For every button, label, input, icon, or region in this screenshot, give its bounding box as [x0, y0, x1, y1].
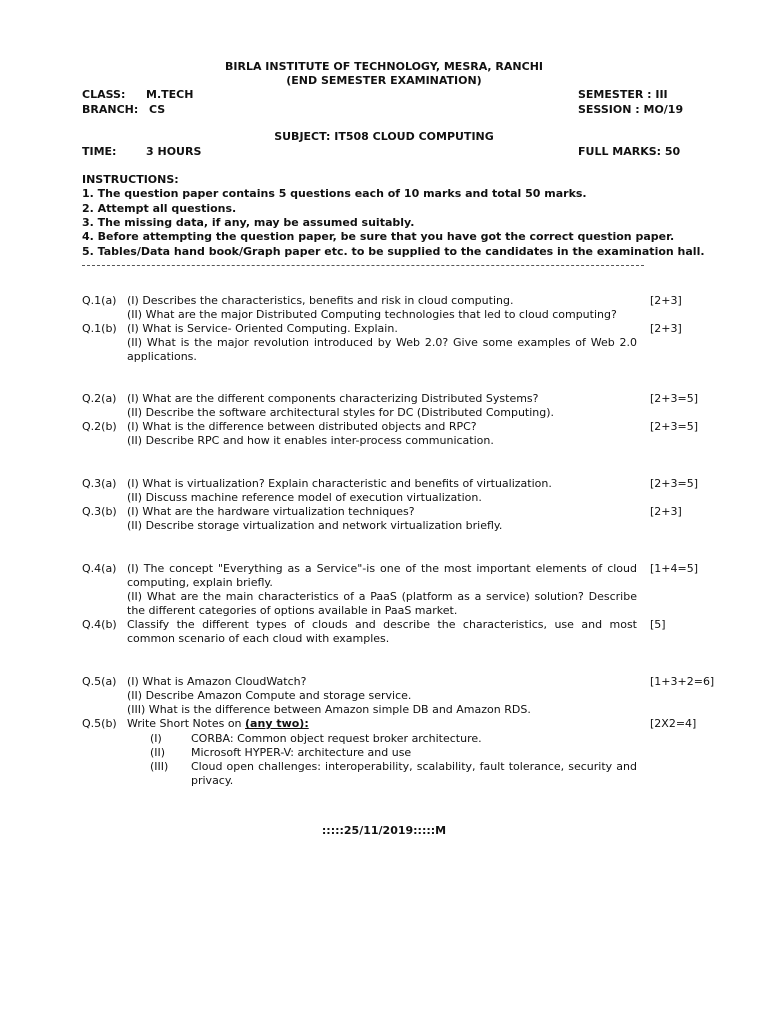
instruction-item: 3. The missing data, if any, may be assumed suitably.	[82, 216, 415, 229]
exam-date: :::::25/11/2019:::::M	[321, 824, 447, 837]
question-number: Q.4(b)	[82, 618, 117, 631]
question-text: (II) What is the major revolution introduced by Web 2.0? Give some examples of Web 2.0 applications.	[127, 336, 637, 363]
instruction-item: 2. Attempt all questions.	[82, 202, 237, 215]
question-text: (II) What are the main characteristics of a PaaS (platform as a service) solution? Describe the different categories of options available in PaaS market.	[127, 590, 637, 617]
question-number: Q.3(a)	[82, 477, 117, 490]
branch-value: CS	[149, 103, 166, 116]
question-marks: [2+3]	[650, 505, 682, 518]
question-marks: [2X2=4]	[650, 717, 697, 730]
question-marks: [2+3]	[650, 294, 682, 307]
question-number: Q.5(a)	[82, 675, 117, 688]
question-lead: Write Short Notes on	[127, 717, 246, 730]
note-text: CORBA: Common object request broker architecture.	[191, 732, 482, 745]
question-text: (I) The concept "Everything as a Service"-is one of the most important elements of cloud computing, explain briefly.	[127, 562, 637, 589]
question-marks: [1+3+2=6]	[650, 675, 715, 688]
question-text: (I) What are the different components characterizing Distributed Systems?	[127, 392, 539, 405]
question-lead-underlined: (any two):	[245, 717, 309, 730]
question-marks: [2+3=5]	[650, 420, 699, 433]
session: SESSION : MO/19	[578, 103, 684, 116]
separator-line	[82, 265, 644, 266]
note-number: (I)	[150, 732, 162, 745]
question-text: (I) What is virtualization? Explain characteristic and benefits of virtualization.	[127, 477, 552, 490]
question-number: Q.1(a)	[82, 294, 117, 307]
question-marks: [1+4=5]	[650, 562, 699, 575]
question-text: (I) What are the hardware virtualization techniques?	[127, 505, 415, 518]
instructions-title: INSTRUCTIONS:	[82, 173, 179, 186]
question-text: (II) Describe the software architectural styles for DC (Distributed Computing).	[127, 406, 555, 419]
question-text: (II) What are the major Distributed Computing technologies that led to cloud computing?	[127, 308, 617, 321]
question-number: Q.5(b)	[82, 717, 117, 730]
question-text: Classify the different types of clouds and describe the characteristics, use and most common scenario of each cloud with examples.	[127, 618, 637, 645]
class-label: CLASS:	[82, 88, 126, 101]
note-number: (II)	[150, 746, 166, 759]
question-text: (I) What is Amazon CloudWatch?	[127, 675, 307, 688]
semester: SEMESTER : III	[578, 88, 668, 101]
class-value: M.TECH	[146, 88, 194, 101]
subject: SUBJECT: IT508 CLOUD COMPUTING	[274, 130, 494, 143]
question-text: (II) Describe RPC and how it enables inter-process communication.	[127, 434, 494, 447]
question-marks: [5]	[650, 618, 666, 631]
question-text: (I) What is the difference between distributed objects and RPC?	[127, 420, 477, 433]
question-number: Q.3(b)	[82, 505, 117, 518]
question-text: (I) What is Service- Oriented Computing. Explain.	[127, 322, 398, 335]
instruction-item: 4. Before attempting the question paper, be sure that you have got the correct question paper.	[82, 230, 675, 243]
question-marks: [2+3=5]	[650, 392, 699, 405]
note-text: Cloud open challenges: interoperability, scalability, fault tolerance, security and privacy.	[191, 760, 637, 787]
time-label: TIME:	[82, 145, 117, 158]
exam-type: (END SEMESTER EXAMINATION)	[286, 74, 482, 87]
instruction-item: 1. The question paper contains 5 questions each of 10 marks and total 50 marks.	[82, 187, 587, 200]
question-number: Q.2(b)	[82, 420, 117, 433]
question-text: (I) Describes the characteristics, benefits and risk in cloud computing.	[127, 294, 514, 307]
question-text	[127, 717, 309, 731]
time-value: 3 HOURS	[146, 145, 202, 158]
question-number: Q.4(a)	[82, 562, 117, 575]
note-number: (III)	[150, 760, 169, 773]
note-text: Microsoft HYPER-V: architecture and use	[191, 746, 412, 759]
institute-name: BIRLA INSTITUTE OF TECHNOLOGY, MESRA, RANCHI	[225, 60, 543, 73]
question-number: Q.2(a)	[82, 392, 117, 405]
full-marks: FULL MARKS: 50	[578, 145, 681, 158]
question-marks: [2+3]	[650, 322, 682, 335]
question-text: (II) Discuss machine reference model of execution virtualization.	[127, 491, 482, 504]
branch-label: BRANCH:	[82, 103, 139, 116]
question-marks: [2+3=5]	[650, 477, 699, 490]
question-text: (II) Describe Amazon Compute and storage service.	[127, 689, 412, 702]
question-text: (III) What is the difference between Amazon simple DB and Amazon RDS.	[127, 703, 531, 716]
question-number: Q.1(b)	[82, 322, 117, 335]
instruction-item: 5. Tables/Data hand book/Graph paper etc. to be supplied to the candidates in the examination hall.	[82, 245, 705, 258]
question-text: (II) Describe storage virtualization and network virtualization briefly.	[127, 519, 503, 532]
